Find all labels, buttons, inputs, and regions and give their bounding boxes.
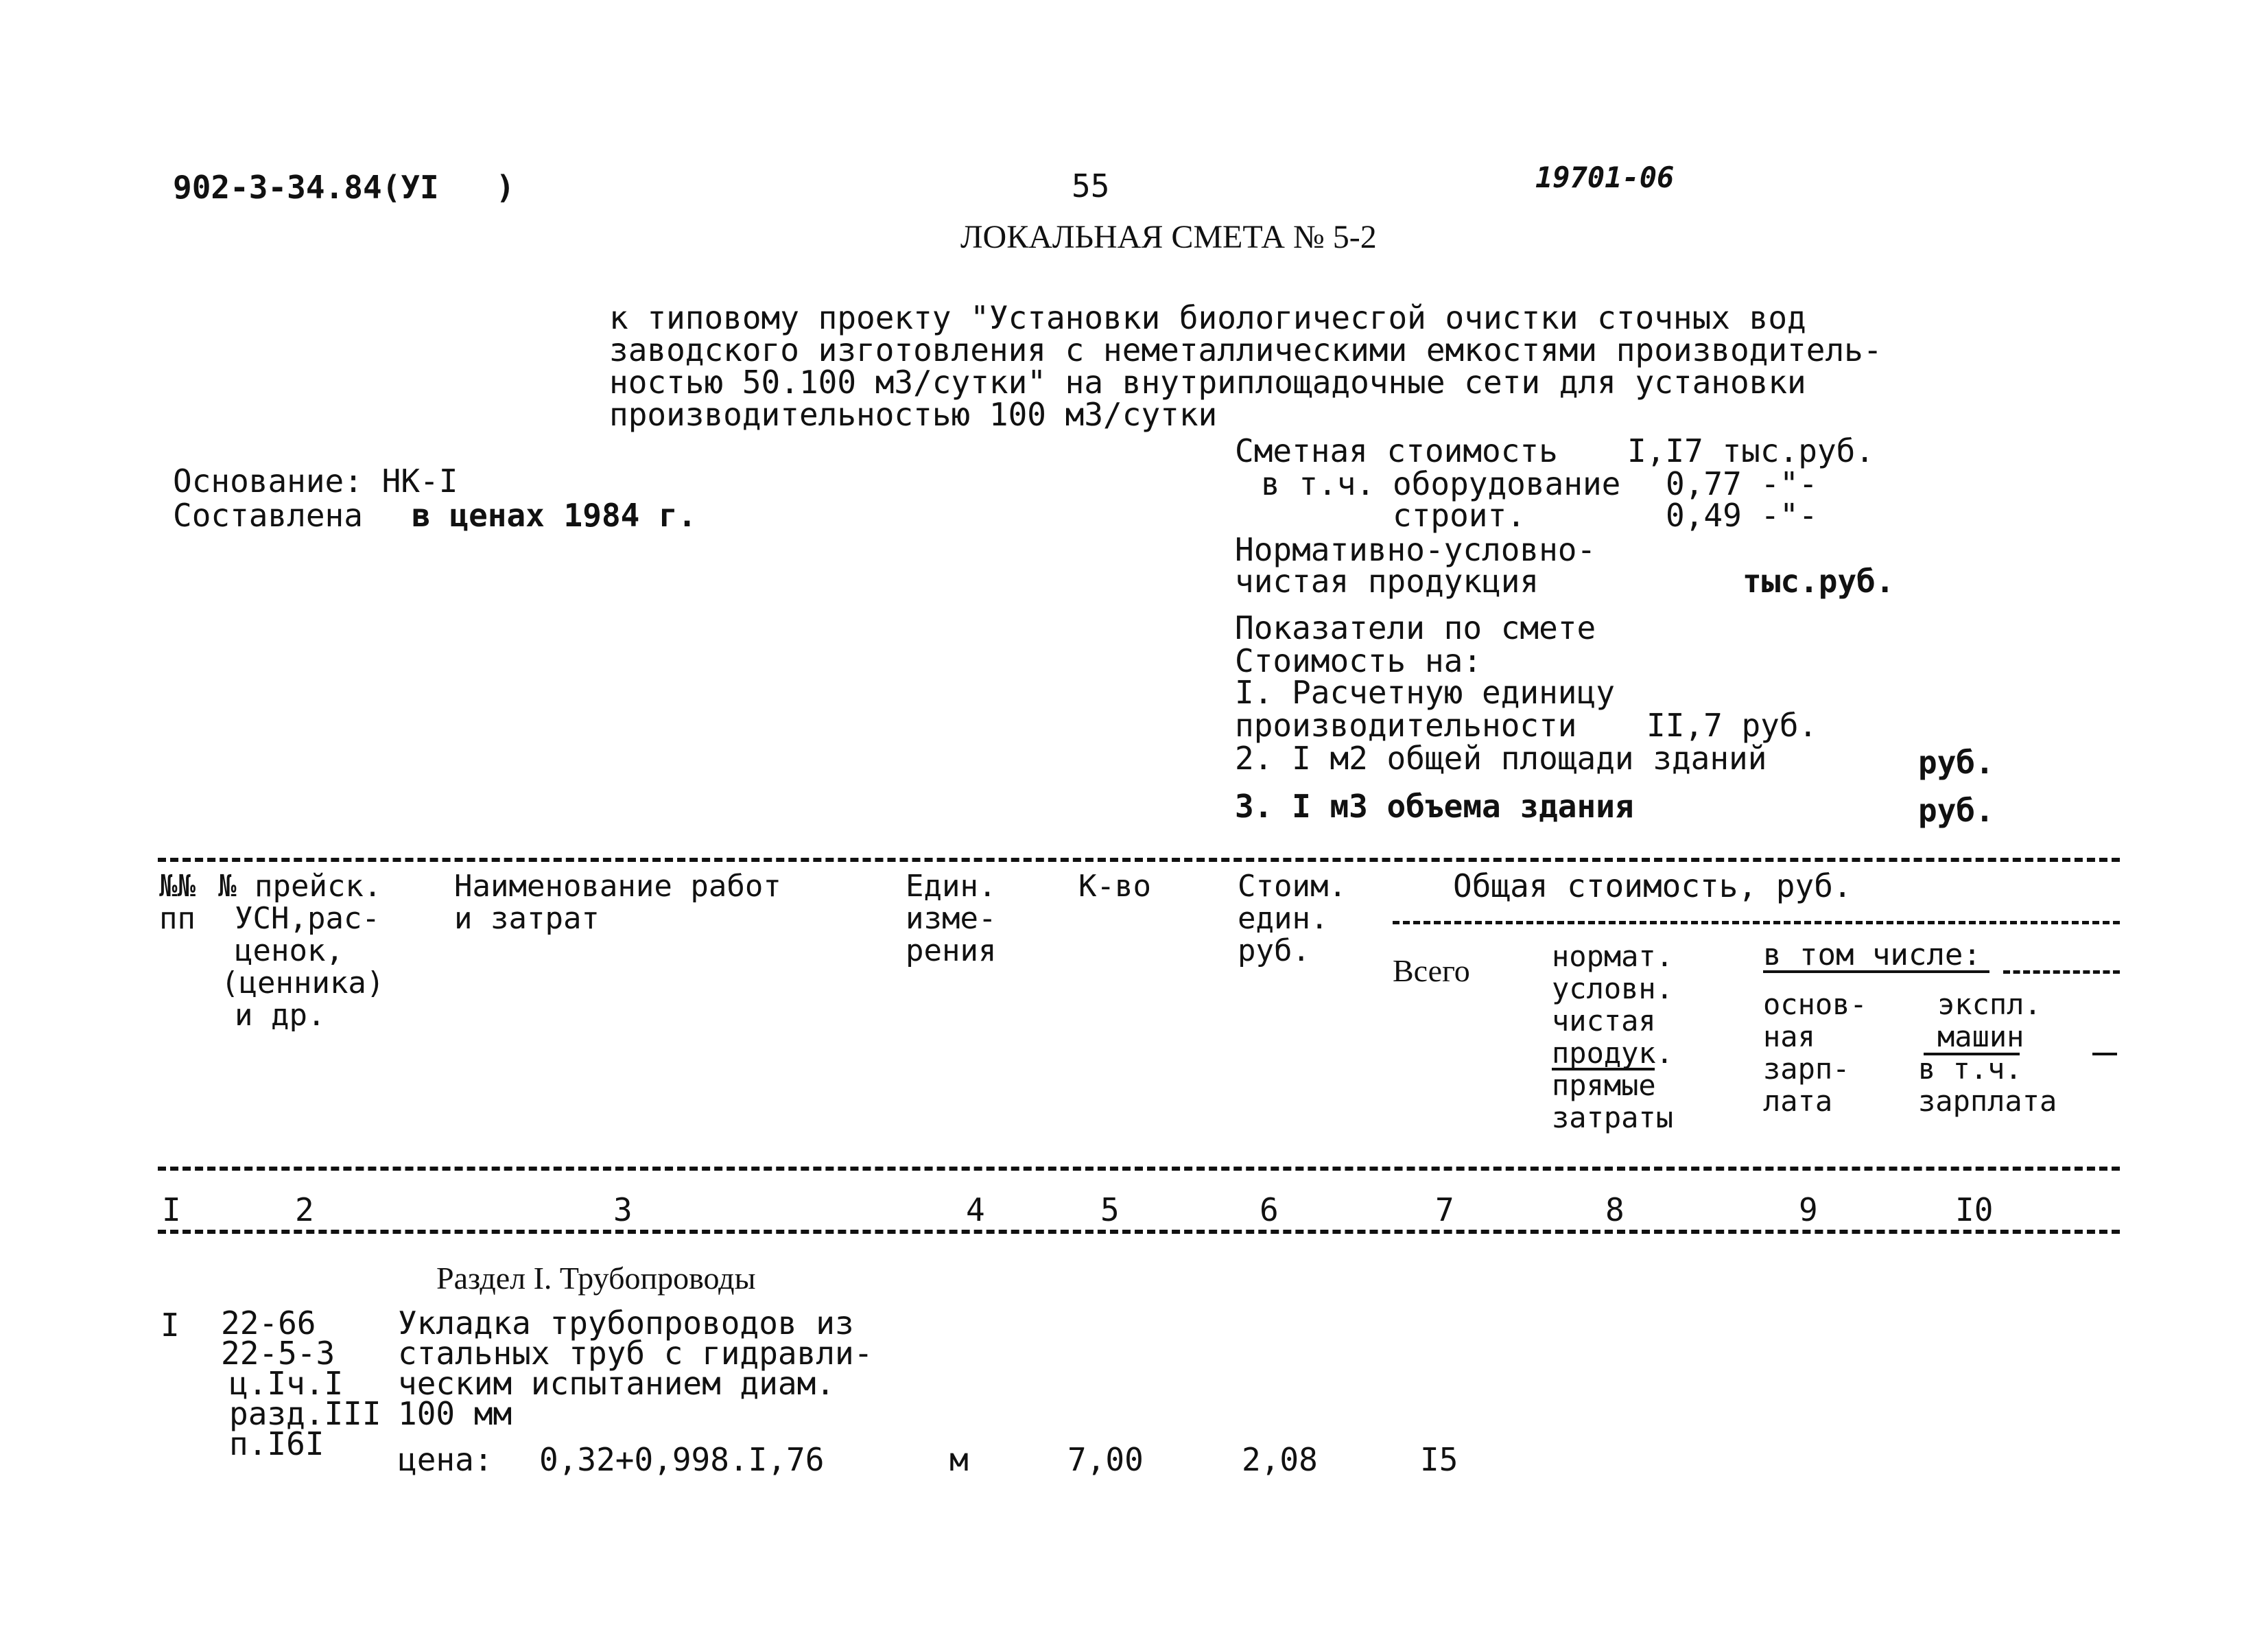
row-work-name-line: ческим испытанием диам. [398,1365,835,1402]
column-number: 3 [613,1191,633,1228]
table-top-rule [158,858,2120,862]
row-code-line: ц.Iч.I [229,1365,344,1402]
header-col-4-line: Един. [906,869,997,904]
indicator-3: 3. I м3 объема здания [1235,788,1634,825]
header-group-rule [1393,921,2120,924]
price-year-label: Составлена [173,497,363,534]
header-col-2 [218,870,384,1031]
header-col-3-line: и затрат [454,901,600,936]
header-including: в том числе: [1763,937,1981,972]
column-number: I0 [1955,1191,1994,1228]
row-work-name [398,1304,873,1432]
header-col-2-line: № прейск. [218,869,382,904]
header-col-1-line: пп [159,901,196,936]
row-price-formula: 0,32+0,998.I,76 [539,1441,825,1478]
column-number-rule [158,1230,2120,1234]
row-code-line: 22-66 [221,1304,316,1342]
row-code-line: разд.III [229,1395,381,1432]
document-code: 902-3-34.84(УI ) [173,169,515,206]
basis-line: Основание: НК-I [173,463,458,500]
header-col-2-line: и др. [235,998,326,1033]
estimated-cost-value: I,I7 тыс.руб. [1627,432,1875,469]
header-col-8-line: продук. [1552,1036,1674,1070]
header-col-9-line: основ- [1763,987,1867,1021]
header-col-6-line: един. [1238,901,1329,936]
project-description-line: ностью 50.100 мЗ/сутки" на внутриплощадочные сети для установки [609,364,1806,401]
header-col-1-line: №№ [159,869,196,904]
header-col-5 [1078,870,1151,902]
header-total-group: Общая стоимость, руб. [1453,867,1852,904]
row-total: I5 [1420,1441,1458,1478]
header-col-2-line: (ценника) [221,966,385,1001]
header-col-6-line: Стоим. [1238,869,1347,904]
header-col-10-underline [1924,1053,2020,1055]
header-col-9-line: лата [1763,1084,1833,1118]
indicators-title: Показатели по смете [1235,609,1596,646]
indicator-1-value: II,7 руб. [1646,707,1818,744]
header-col-4 [906,870,996,967]
indicator-1-line1: I. Расчетную единицу [1235,674,1615,711]
column-number: 8 [1605,1191,1625,1228]
normative-label-line2: чистая продукция [1235,563,1539,600]
header-col-10-tick [2092,1053,2117,1055]
row-code-line: 22-5-3 [221,1335,335,1372]
row-number: I [161,1307,180,1344]
header-col-2-line: ценок, [235,933,344,968]
header-col-10-line: экспл. [1937,987,2042,1021]
header-col-8-line: чистая [1552,1004,1656,1038]
header-col-8-underline [1552,1068,1655,1070]
header-col-8-line: прямые [1552,1068,1656,1102]
header-col-3 [454,870,781,935]
column-number: 4 [966,1191,985,1228]
normative-unit: тыс.руб. [1743,563,1895,600]
header-col-8-line: затраты [1552,1101,1674,1134]
header-col-9-line: зарп- [1763,1052,1850,1086]
row-codes [221,1304,381,1462]
column-number: I [162,1191,181,1228]
including-label: в т.ч. [1261,465,1375,502]
indicator-2: 2. I м2 общей площади зданий [1235,740,1767,777]
project-description-line: производительностью 100 мЗ/сутки [609,396,1218,433]
row-work-name-line: Укладка трубопроводов из [398,1304,854,1342]
indicator-2-unit: руб. [1918,744,1994,781]
project-description [609,299,1882,433]
section-title: Раздел I. Трубопроводы [436,1261,756,1296]
column-number: 2 [295,1191,314,1228]
row-unit: м [949,1441,969,1478]
row-price-label: цена: [398,1441,493,1478]
project-description-line: к типовому проекту "Установки биологичесгой очистки сточных вод [609,299,1806,336]
header-col-10-line: машин [1937,1020,2024,1053]
column-number: 5 [1100,1191,1120,1228]
indicator-1-line2: производительности [1235,707,1577,744]
construction-value: 0,49 -"- [1666,497,1818,534]
row-quantity: 7,00 [1067,1441,1144,1478]
estimated-cost-label: Сметная стоимость [1235,432,1558,469]
row-work-name-line: 100 мм [398,1395,512,1432]
header-col-3-line: Наименование работ [454,869,781,904]
normative-label-line1: Нормативно-условно- [1235,531,1596,568]
header-col-4-line: рения [906,933,997,968]
archive-number: 19701-06 [1535,161,1675,194]
row-work-name-line: стальных труб с гидравли- [398,1335,873,1372]
column-number: 7 [1435,1191,1454,1228]
header-including-underline [1763,970,1989,973]
header-col-6-line: руб. [1238,933,1310,968]
header-col-10-line: в т.ч. [1918,1052,2022,1086]
indicator-3-unit: руб. [1918,792,1994,829]
project-description-line: заводского изготовления с неметаллическими емкостями производитель- [609,331,1882,368]
column-number: 9 [1799,1191,1818,1228]
construction-label: строит. [1393,497,1526,534]
price-year-value: в ценах 1984 г. [412,497,697,534]
header-col-1 [159,870,196,935]
header-col-9-line: ная [1763,1020,1815,1053]
header-col-8 [1552,940,1673,1134]
document-title: ЛОКАЛЬНАЯ СМЕТА № 5-2 [960,219,1377,255]
header-col-8-line: условн. [1552,972,1674,1005]
header-including-tail [2003,970,2120,974]
header-col-5-line: К-во [1078,869,1151,904]
header-col-6 [1238,870,1347,967]
table-header-bottom-rule [158,1167,2120,1171]
header-col-9 [1763,988,1867,1117]
header-col-7: Всего [1393,953,1470,988]
column-number: 6 [1260,1191,1279,1228]
header-col-8-line: нормат. [1552,939,1674,973]
row-code-line: п.I6I [229,1425,324,1462]
equipment-value: 0,77 -"- [1666,465,1818,502]
equipment-label: оборудование [1393,465,1621,502]
header-col-4-line: изме- [906,901,997,936]
header-col-10-line: зарплата [1918,1084,2057,1118]
page-number: 55 [1072,167,1110,204]
header-col-2-line: УСН,рас- [235,901,380,936]
row-unit-cost: 2,08 [1242,1441,1318,1478]
cost-on-label: Стоимость на: [1235,642,1483,679]
